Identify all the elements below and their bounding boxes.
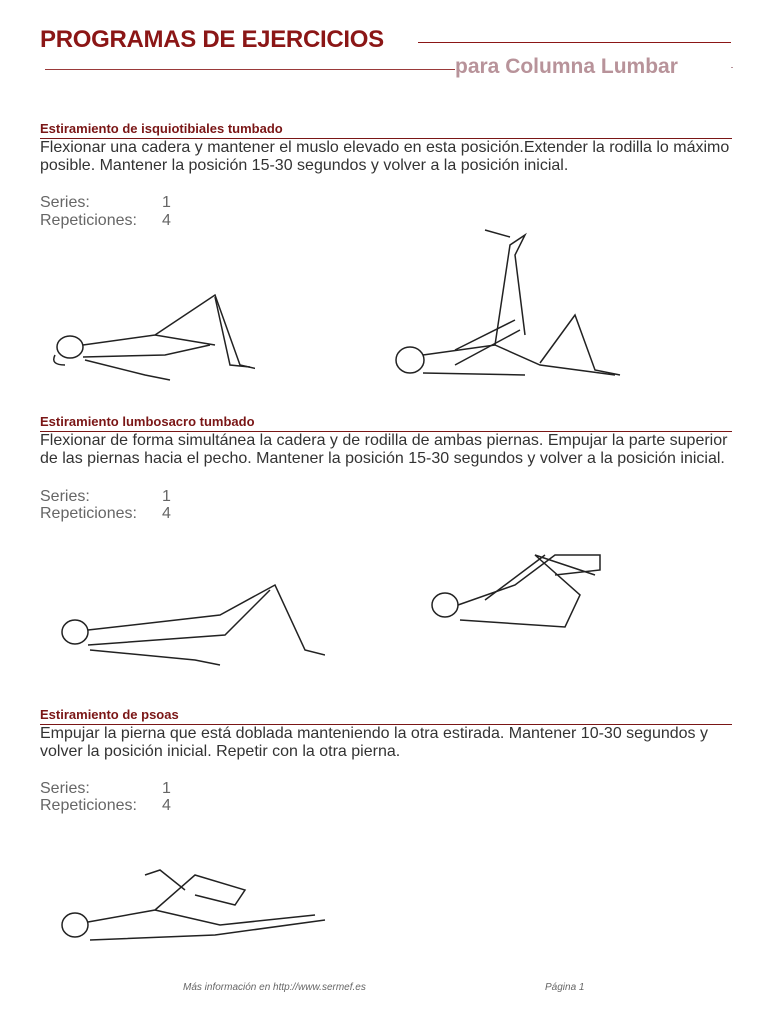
- exercise-heading: Estiramiento lumbosacro tumbado: [40, 414, 255, 429]
- subtitle-dot: [731, 67, 733, 68]
- reps-label: Repeticiones:: [40, 505, 137, 522]
- reps-value: 4: [162, 797, 171, 814]
- series-label: Series:: [40, 780, 90, 797]
- illustration-psoas-stretch: [45, 850, 335, 950]
- reps-value: 4: [162, 212, 171, 229]
- illustration-knees-to-chest: [405, 515, 655, 640]
- reps-label: Repeticiones:: [40, 797, 137, 814]
- exercise-description: Flexionar una cadera y mantener el muslo elevado en esta posición.Extender la rodilla lo máximo posible. Mantener la posición 15-30 segundos y volver a la posición inicial.: [40, 139, 730, 174]
- title-rule: [418, 42, 731, 43]
- page-title: PROGRAMAS DE EJERCICIOS: [40, 26, 384, 53]
- series-value: 1: [162, 488, 171, 505]
- footer-info: Más información en http://www.sermef.es: [183, 982, 366, 993]
- illustration-hamstring-stretch: [365, 225, 655, 400]
- page-number: Página 1: [545, 982, 585, 993]
- reps-label: Repeticiones:: [40, 212, 137, 229]
- exercise-heading: Estiramiento de isquiotibiales tumbado: [40, 121, 283, 136]
- subtitle-rule: [45, 69, 455, 70]
- exercise-description: Flexionar de forma simultánea la cadera y de rodilla de ambas piernas. Empujar la parte superior de las piernas hacia el pecho. Mantener la posición 15-30 segundos y volver a la posición inicial.: [40, 432, 728, 467]
- series-value: 1: [162, 780, 171, 797]
- illustration-bridge-start: [45, 580, 325, 680]
- exercise-heading: Estiramiento de psoas: [40, 707, 179, 722]
- series-value: 1: [162, 194, 171, 211]
- illustration-bridge-start: [45, 285, 255, 395]
- series-label: Series:: [40, 488, 90, 505]
- page-subtitle: para Columna Lumbar: [455, 55, 678, 78]
- exercise-description: Empujar la pierna que está doblada manteniendo la otra estirada. Mantener 10-30 segundos y volver la posición inicial. Repetir con la otra pierna.: [40, 725, 708, 760]
- series-label: Series:: [40, 194, 90, 211]
- reps-value: 4: [162, 505, 171, 522]
